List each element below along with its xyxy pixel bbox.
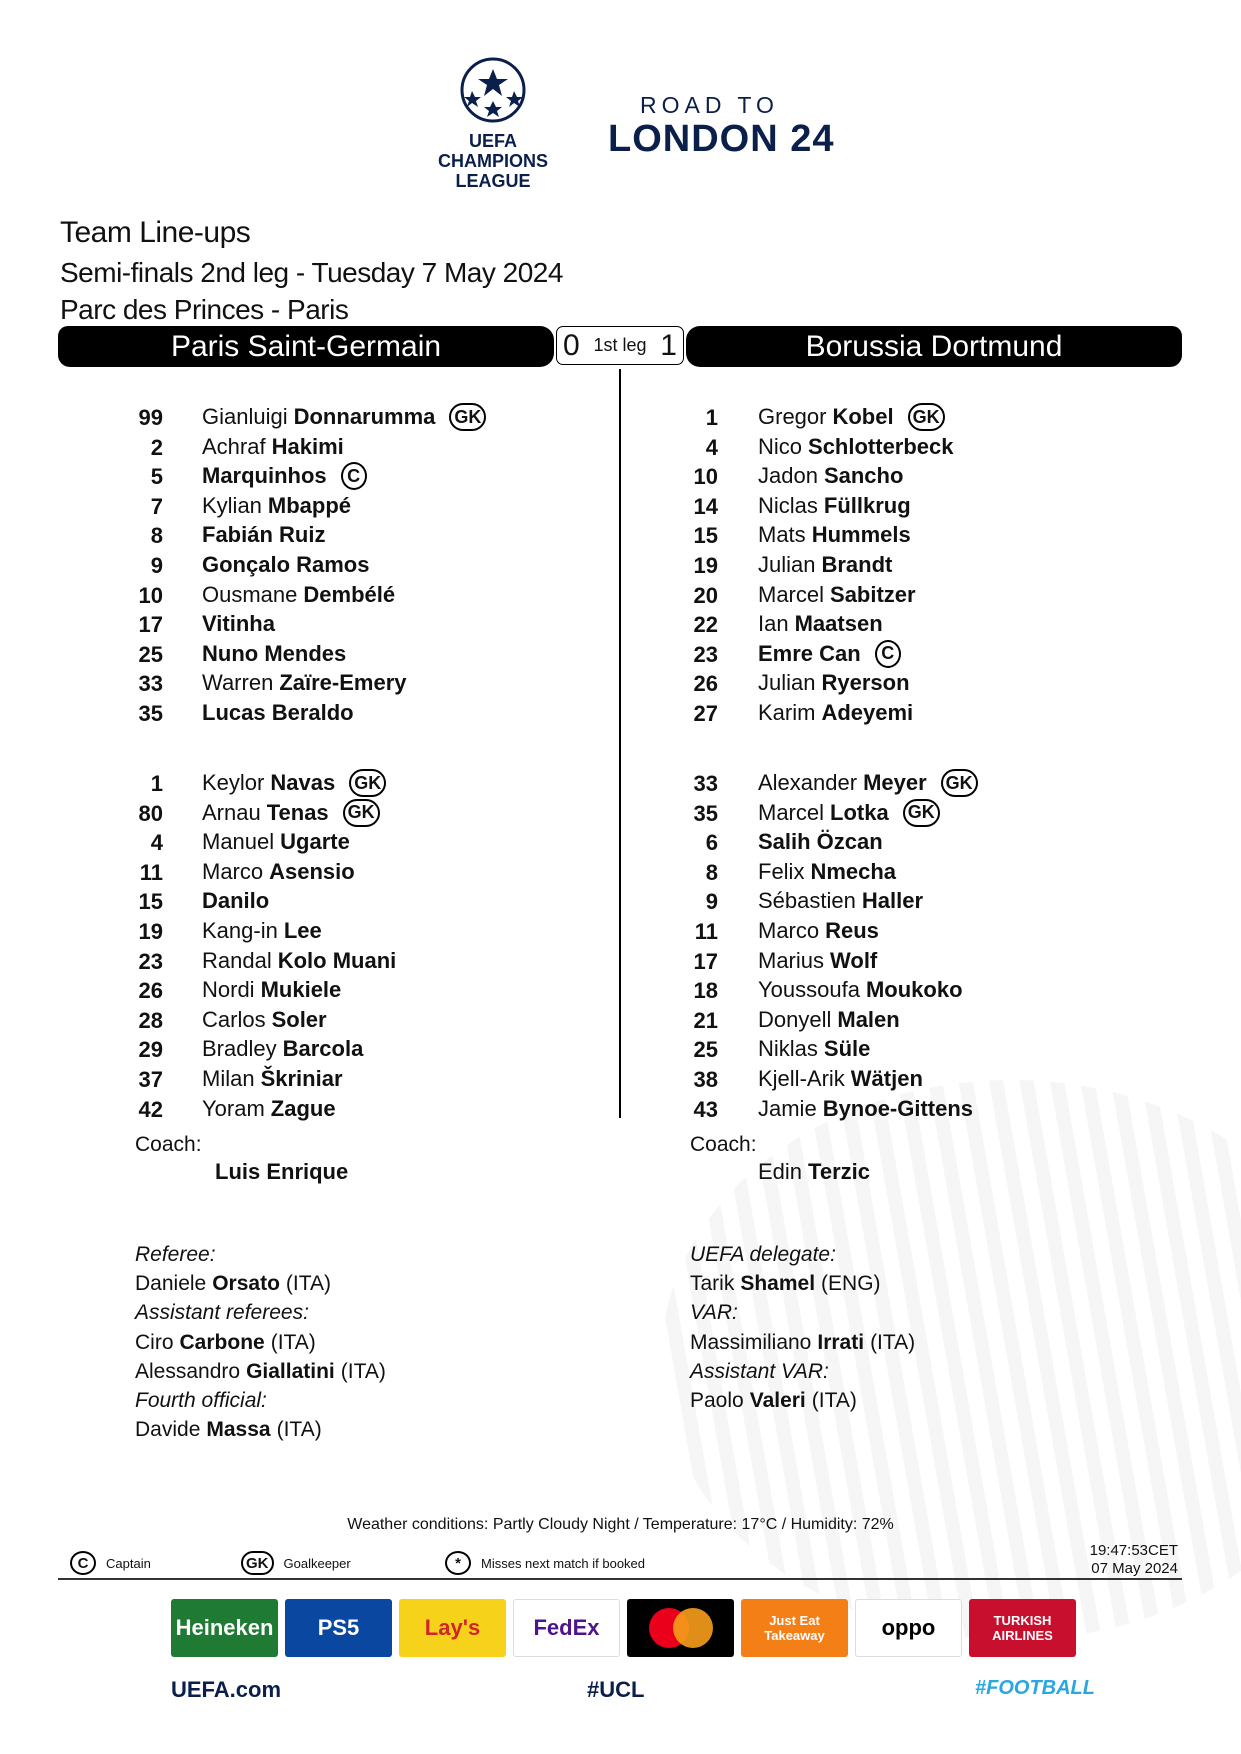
player-last-name: Gonçalo Ramos [202, 552, 370, 577]
goalkeeper-icon: GK [349, 769, 386, 797]
goalkeeper-icon: GK [941, 769, 978, 797]
generated-timestamp [1090, 1542, 1178, 1578]
page-title: Team Line-ups [60, 216, 251, 249]
sponsor-logo-mastercard [627, 1599, 734, 1657]
official-last-name: Irrati [817, 1330, 865, 1354]
sponsor-logo-heineken: Heineken [171, 1599, 278, 1657]
official-last-name: Carbone [179, 1330, 265, 1354]
weather-conditions: Weather conditions: Partly Cloudy Night / Temperature: 17°C / Humidity: 72% [347, 1516, 894, 1533]
shirt-number: 33 [138, 671, 163, 697]
shirt-number: 26 [693, 671, 718, 697]
first-leg-score [556, 326, 684, 365]
coach-last-name: Terzic [808, 1159, 870, 1184]
football-hashtag: #FOOTBALL [975, 1677, 1095, 1699]
player-last-name: Haller [861, 888, 924, 914]
ucl-hashtag: #UCL [587, 1677, 645, 1702]
player-first-name: Ian [758, 611, 789, 637]
player-row [758, 916, 879, 946]
footer-divider [58, 1578, 1182, 1580]
player-first-name: Julian [758, 552, 816, 577]
official-nationality: (ITA) [340, 1359, 386, 1383]
player-last-name: Mbappé [267, 492, 352, 518]
player-row [202, 798, 380, 828]
player-last-name: Maatsen [794, 611, 883, 637]
official-last-name: Giallatini [246, 1359, 335, 1383]
shirt-number: 11 [139, 859, 163, 885]
sponsor-logo-oppo: oppo [855, 1599, 962, 1657]
player-first-name: Marius [758, 947, 825, 973]
player-last-name: Wätjen [850, 1066, 923, 1091]
player-last-name: Reus [825, 918, 879, 943]
player-row [202, 432, 344, 462]
venue: Parc des Princes - Paris [60, 294, 349, 325]
mastercard-circles [641, 1603, 721, 1653]
shirt-number: 26 [138, 978, 163, 1004]
player-row [202, 827, 350, 857]
player-last-name: Mukiele [260, 977, 342, 1003]
official-nationality: (ITA) [870, 1330, 916, 1354]
official-name [690, 1389, 857, 1413]
shirt-number: 23 [138, 948, 163, 974]
player-row [202, 916, 322, 946]
sponsor-logo-fedex: FedEx [513, 1599, 620, 1657]
player-last-name: Wolf [830, 947, 878, 973]
player-first-name: Ousmane [202, 581, 298, 607]
away-coach [758, 1157, 870, 1187]
ucl-logo-text: UEFA CHAMPIONS LEAGUE [437, 131, 548, 191]
coach-first-name: Edin [758, 1159, 803, 1184]
player-row [758, 609, 883, 639]
player-last-name: Salih Özcan [758, 829, 883, 855]
player-row [758, 432, 954, 462]
official-first-name: Davide [135, 1418, 201, 1442]
official-name [135, 1331, 316, 1355]
official-nationality: (ITA) [270, 1330, 316, 1354]
player-row [758, 520, 911, 550]
official-name [135, 1418, 322, 1442]
player-last-name: Zague [270, 1095, 336, 1121]
goalkeeper-icon: GK [343, 799, 380, 827]
player-last-name: Nuno Mendes [202, 640, 347, 666]
player-first-name: Warren [202, 670, 274, 696]
away-team-bar [686, 326, 1182, 367]
player-first-name: Jadon [758, 463, 818, 489]
player-last-name: Soler [271, 1006, 327, 1032]
official-first-name: Paolo [690, 1389, 744, 1412]
player-first-name: Karim [758, 700, 816, 725]
player-row [758, 491, 911, 521]
player-first-name: Bradley [202, 1036, 277, 1062]
sponsor-logo-ps5: PS5 [285, 1599, 392, 1657]
player-first-name: Carlos [202, 1006, 266, 1032]
home-team-name: Paris Saint-Germain [170, 329, 442, 363]
home-coach [209, 1157, 348, 1187]
official-name [135, 1360, 386, 1384]
player-row [202, 520, 325, 550]
shirt-number: 38 [693, 1067, 718, 1092]
player-row [758, 827, 883, 857]
player-row [202, 402, 486, 432]
player-last-name: Barcola [282, 1036, 364, 1062]
official-nationality: (ITA) [811, 1389, 857, 1412]
player-first-name: Marco [202, 858, 264, 884]
sponsor-logo-turkish-airlines: TURKISH AIRLINES [969, 1599, 1076, 1657]
official-nationality: (ITA) [285, 1272, 332, 1296]
player-last-name: Tenas [266, 799, 329, 825]
shirt-number: 80 [138, 800, 163, 826]
player-last-name: Lucas Beraldo [202, 700, 354, 725]
shirt-number: 27 [693, 701, 718, 726]
player-row [202, 768, 386, 798]
player-last-name: Fabián Ruiz [202, 522, 326, 548]
player-first-name: Achraf [202, 433, 266, 459]
player-row [758, 946, 877, 976]
player-last-name: Brandt [821, 552, 893, 577]
shirt-number: 19 [693, 553, 718, 578]
player-first-name: Nordi [202, 977, 255, 1003]
player-row [758, 768, 978, 798]
official-last-name: Massa [206, 1418, 271, 1442]
shirt-number: 23 [693, 641, 718, 667]
shirt-number: 20 [693, 582, 718, 608]
player-last-name: Donnarumma [293, 404, 436, 429]
player-first-name: Alexander [758, 770, 858, 795]
player-last-name: Bynoe-Gittens [822, 1095, 974, 1121]
player-last-name: Kobel [832, 404, 894, 429]
player-first-name: Felix [758, 858, 805, 884]
road-to-label: ROAD TO [640, 92, 779, 118]
official-first-name: Tarik [690, 1272, 735, 1296]
away-first-leg-score: 1 [660, 328, 677, 362]
legend-goalkeeper-label: Goalkeeper [283, 1555, 351, 1571]
shirt-number: 17 [138, 612, 163, 638]
home-team-bar [58, 326, 554, 367]
player-row [758, 698, 913, 728]
shirt-number: 4 [705, 434, 718, 460]
shirt-number: 43 [693, 1096, 718, 1122]
goalkeeper-icon: GK [903, 799, 940, 827]
player-row [202, 491, 351, 521]
shirt-number: 2 [150, 434, 163, 460]
player-row [758, 668, 910, 698]
player-last-name: Moukoko [865, 977, 963, 1003]
player-row [202, 975, 341, 1005]
official-name [690, 1331, 915, 1355]
player-last-name: Nmecha [810, 858, 897, 884]
player-row [202, 886, 269, 916]
asterisk-icon: * [445, 1551, 471, 1575]
shirt-number: 29 [138, 1037, 163, 1063]
player-row [202, 1064, 343, 1094]
player-first-name: Milan [202, 1066, 255, 1091]
coach-last-name: Luis Enrique [215, 1159, 349, 1184]
player-row [758, 639, 901, 669]
shirt-number: 8 [705, 859, 718, 885]
player-row [202, 609, 275, 639]
player-last-name: Füllkrug [823, 492, 911, 518]
player-first-name: Donyell [758, 1006, 832, 1032]
shirt-number: 9 [705, 889, 718, 915]
player-last-name: Zaïre-Emery [279, 670, 407, 696]
player-first-name: Kang-in [202, 918, 278, 943]
player-last-name: Lotka [830, 799, 889, 825]
column-divider [619, 369, 621, 1118]
player-last-name: Navas [270, 770, 336, 795]
player-last-name: Emre Can [758, 640, 861, 666]
player-row [758, 798, 940, 828]
starball-icon [458, 55, 528, 125]
official-name [135, 1272, 331, 1296]
player-first-name: Niklas [758, 1036, 818, 1062]
shirt-number: 11 [694, 919, 718, 944]
player-row [758, 1094, 973, 1124]
player-first-name: Arnau [202, 799, 261, 825]
player-row [202, 698, 354, 728]
player-last-name: Marquinhos [202, 463, 327, 489]
player-last-name: Hummels [811, 522, 911, 548]
player-last-name: Hakimi [271, 433, 344, 459]
player-last-name: Škriniar [260, 1066, 343, 1091]
player-first-name: Kjell-Arik [758, 1066, 845, 1091]
player-last-name: Dembélé [303, 581, 396, 607]
captain-icon: C [875, 640, 901, 668]
shirt-number: 22 [693, 612, 718, 638]
official-role: Assistant referees: [135, 1301, 309, 1325]
official-last-name: Shamel [740, 1272, 816, 1296]
sponsor-logo-lay-s: Lay's [399, 1599, 506, 1657]
official-role: Assistant VAR: [690, 1359, 829, 1383]
shirt-number: 18 [693, 978, 718, 1004]
player-last-name: Ryerson [821, 670, 910, 696]
player-first-name: Niclas [758, 492, 818, 518]
player-row [202, 580, 395, 610]
player-last-name: Malen [837, 1006, 900, 1032]
player-first-name: Sébastien [758, 888, 856, 914]
home-coach-label: Coach: [135, 1133, 202, 1156]
shirt-number: 10 [693, 464, 718, 490]
player-last-name: Adeyemi [821, 700, 914, 725]
shirt-number: 10 [138, 582, 163, 608]
player-row [202, 946, 396, 976]
shirt-number: 25 [693, 1037, 718, 1063]
player-last-name: Schlotterbeck [808, 433, 954, 459]
player-first-name: Keylor [202, 770, 265, 795]
official-nationality: (ITA) [276, 1418, 322, 1442]
player-last-name: Sabitzer [830, 581, 916, 607]
player-first-name: Marcel [758, 799, 825, 825]
player-last-name: Ugarte [280, 829, 350, 855]
player-first-name: Manuel [202, 829, 275, 855]
shirt-number: 35 [138, 701, 163, 726]
player-last-name: Meyer [863, 770, 927, 795]
player-row [758, 402, 945, 432]
official-last-name: Orsato [212, 1272, 280, 1296]
shirt-number: 99 [138, 405, 163, 430]
official-first-name: Ciro [135, 1330, 174, 1354]
player-last-name: Süle [823, 1036, 871, 1062]
player-last-name: Vitinha [202, 611, 275, 637]
player-first-name: Julian [758, 670, 816, 696]
player-last-name: Danilo [202, 888, 270, 914]
shirt-number: 7 [150, 493, 163, 519]
player-row [202, 1005, 327, 1035]
player-row [758, 1064, 923, 1094]
shirt-number: 1 [705, 405, 718, 430]
goalkeeper-icon: GK [908, 403, 945, 431]
generated-date: 07 May 2024 [1091, 1560, 1178, 1577]
shirt-number: 28 [138, 1007, 163, 1033]
shirt-number: 14 [693, 493, 718, 519]
player-row [202, 639, 346, 669]
official-first-name: Alessandro [135, 1359, 241, 1383]
player-first-name: Nico [758, 433, 803, 459]
ucl-logo [420, 55, 566, 195]
player-first-name: Mats [758, 522, 806, 548]
official-role: Referee: [135, 1243, 216, 1266]
shirt-number: 5 [150, 464, 163, 490]
generated-time: 19:47:53CET [1089, 1542, 1178, 1559]
shirt-number: 21 [693, 1007, 718, 1033]
player-last-name: Kolo Muani [277, 947, 397, 973]
shirt-number: 19 [138, 919, 163, 944]
captain-icon: C [341, 462, 367, 490]
away-coach-label: Coach: [690, 1133, 757, 1156]
away-team-name: Borussia Dortmund [805, 329, 1063, 363]
official-first-name: Massimiliano [690, 1330, 812, 1354]
shirt-number: 9 [150, 553, 163, 578]
shirt-number: 17 [693, 948, 718, 974]
captain-icon: C [70, 1551, 96, 1575]
official-role: UEFA delegate: [690, 1243, 836, 1266]
player-row [758, 975, 963, 1005]
player-first-name: Marco [758, 918, 820, 943]
player-row [202, 461, 367, 491]
player-last-name: Sancho [823, 463, 904, 489]
shirt-number: 37 [138, 1067, 163, 1092]
player-row [758, 886, 923, 916]
shirt-number: 33 [693, 771, 718, 796]
official-role: VAR: [690, 1301, 738, 1325]
player-row [202, 1034, 363, 1064]
legend-booked-label: Misses next match if booked [481, 1555, 646, 1571]
official-nationality: (ENG) [821, 1272, 881, 1296]
player-row [202, 550, 369, 580]
player-row [758, 550, 892, 580]
player-row [202, 1094, 336, 1124]
player-first-name: Gianluigi [202, 404, 288, 429]
player-first-name: Gregor [758, 404, 827, 429]
shirt-number: 4 [150, 830, 163, 856]
shirt-number: 15 [693, 523, 718, 549]
official-last-name: Valeri [749, 1389, 806, 1412]
player-first-name: Youssoufa [758, 977, 860, 1003]
player-first-name: Randal [202, 947, 272, 973]
first-leg-label: 1st leg [593, 335, 647, 355]
player-row [202, 857, 355, 887]
player-first-name: Jamie [758, 1095, 817, 1121]
player-row [758, 1034, 870, 1064]
player-first-name: Marcel [758, 581, 825, 607]
goalkeeper-icon: GK [449, 403, 486, 431]
legend-booked [445, 1551, 645, 1575]
shirt-number: 1 [150, 771, 163, 796]
player-first-name: Yoram [202, 1095, 265, 1121]
shirt-number: 8 [150, 523, 163, 549]
official-role: Fourth official: [135, 1389, 267, 1412]
sponsor-logo-just-eat-takeaway: Just Eat Takeaway [741, 1599, 848, 1657]
legend-captain-label: Captain [106, 1555, 151, 1571]
player-row [758, 461, 903, 491]
shirt-number: 25 [138, 641, 163, 667]
match-subtitle: Semi-finals 2nd leg - Tuesday 7 May 2024 [60, 257, 563, 288]
official-name [690, 1272, 881, 1296]
shirt-number: 15 [138, 889, 163, 915]
shirt-number: 6 [705, 830, 718, 856]
goalkeeper-icon: GK [241, 1551, 274, 1575]
shirt-number: 35 [693, 800, 718, 826]
player-first-name: Kylian [202, 492, 262, 518]
player-row [758, 1005, 900, 1035]
legend-goalkeeper [241, 1551, 351, 1575]
player-row [202, 668, 407, 698]
player-row [758, 857, 896, 887]
player-last-name: Lee [283, 918, 322, 943]
uefa-com-link[interactable]: UEFA.com [171, 1677, 282, 1702]
player-last-name: Asensio [269, 858, 355, 884]
player-row [758, 580, 916, 610]
home-first-leg-score: 0 [563, 328, 580, 362]
london-24-logo: LONDON 24 [608, 118, 835, 160]
legend-captain [70, 1551, 151, 1575]
official-first-name: Daniele [135, 1272, 207, 1296]
shirt-number: 42 [138, 1096, 163, 1122]
